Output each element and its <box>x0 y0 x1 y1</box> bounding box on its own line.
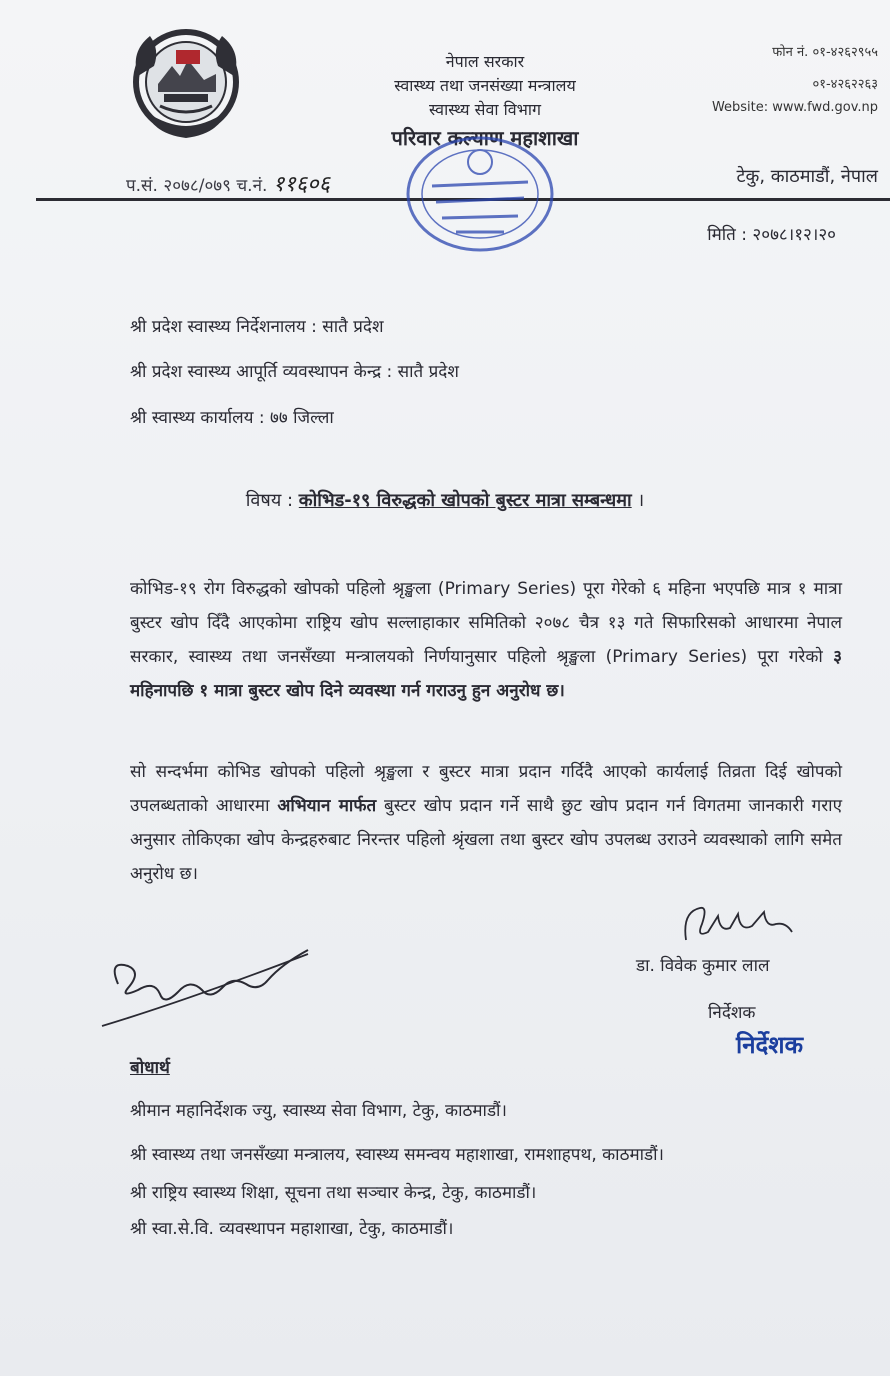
cc-item: श्री स्वा.से.वि. व्यवस्थापन महाशाखा, टेकु, काठमाडौं। <box>130 1219 454 1239</box>
phone-number-1: ०१-४२६२९५५ <box>812 45 878 60</box>
subject-end: । <box>637 490 645 511</box>
dispatch-number: ११६०६ <box>272 172 331 197</box>
subject-line <box>0 488 890 512</box>
reference-line <box>126 168 330 198</box>
cc-item: श्री स्वास्थ्य तथा जनसँख्या मन्त्रालय, स्वास्थ्य समन्वय महाशाखा, रामशाहपथ, काठमाडौं। <box>130 1145 664 1165</box>
paragraph-2-text-b: बुस्टर खोप प्रदान गर्ने साथै छुट खोप प्रदान गर्न विगतमा जानकारी गराए अनुसार तोकिएका खोप केन्द्रहरुबाट निरन्तर पहिलो श्रृंखला तथा बुस्टर खोप उपलब्ध उराउने व्यवस्थाको लागि समेत अनुरोध छ। <box>130 796 842 884</box>
signatory-name: डा. विवेक कुमार लाल <box>636 956 770 976</box>
letterhead-department: स्वास्थ्य सेवा विभाग <box>428 100 542 119</box>
phone-label: फोन नं. <box>772 45 809 60</box>
office-seal-stamp-icon <box>396 128 566 258</box>
reference-label: प.सं. २०७८/०७९ च.नं. <box>126 176 268 196</box>
cc-title: बोधार्थ <box>130 1058 170 1078</box>
phone-line-1 <box>772 42 878 60</box>
handwritten-signature-icon <box>98 944 316 1030</box>
signatory-designation: निर्देशक <box>708 1003 756 1023</box>
recipient-3: श्री स्वास्थ्य कार्यालय : ७७ जिल्ला <box>130 408 334 428</box>
designation-stamp: निर्देशक <box>736 1031 804 1059</box>
office-address: टेकु, काठमाडौं, नेपाल <box>736 166 878 187</box>
paragraph-1-emphasis: ३ महिनापछि १ मात्रा बुस्टर खोप दिने व्यवस्था गर्न गराउनु हुन अनुरोध छ। <box>130 647 842 701</box>
body-paragraph-1 <box>130 572 842 708</box>
letterhead-government: नेपाल सरकार <box>445 52 525 71</box>
subject-label: विषय : <box>245 490 294 511</box>
paragraph-1-text: कोभिड-१९ रोग विरुद्धको खोपको पहिलो श्रृङ्खला (Primary Series) पूरा गेरेको ६ महिना भएपछि मात्र १ मात्रा बुस्टर खोप दिँदै आएकोमा राष्ट्रिय खोप सल्लाहाकार समितिको २०७८ चैत्र १३ गते सिफारिसको आधारमा नेपाल सरकार, स्वास्थ्य तथा जनसँख्या मन्त्रालयको निर्णयानुसार पहिलो श्रृङ्खला (Primary Series) पूरा गरेको <box>130 579 842 667</box>
body-paragraph-2 <box>130 755 842 891</box>
paragraph-2-text-a: सो सन्दर्भमा कोभिड खोपको पहिलो श्रृङ्खला र बुस्टर मात्रा प्रदान गर्दिदै आएको कार्यलाई तिव्रता दिई खोपको उपलब्धताको आधारमा <box>130 762 842 816</box>
paragraph-2-emphasis: अभियान मार्फत <box>277 796 377 816</box>
website-line <box>712 100 878 115</box>
cc-item: श्री राष्ट्रिय स्वास्थ्य शिक्षा, सूचना तथा सञ्चार केन्द्र, टेकु, काठमाडौं। <box>130 1183 537 1203</box>
website-url: www.fwd.gov.np <box>772 100 878 115</box>
date-value: २०७८।१२।२० <box>752 225 836 245</box>
recipient-2: श्री प्रदेश स्वास्थ्य आपूर्ति व्यवस्थापन केन्द्र : सातै प्रदेश <box>130 362 459 382</box>
cc-item: श्रीमान महानिर्देशक ज्यु, स्वास्थ्य सेवा विभाग, टेकु, काठमाडौं। <box>130 1101 507 1121</box>
director-signature-icon <box>678 902 796 946</box>
website-label: Website: <box>711 100 769 115</box>
letterhead-division: परिवार कल्याण महाशाखा <box>391 126 579 150</box>
phone-number-2: ०१-४२६२२६३ <box>812 77 878 92</box>
nepal-government-emblem-icon <box>124 22 248 142</box>
subject-text: कोभिड-१९ विरुद्धको खोपको बुस्टर मात्रा सम्बन्धमा <box>298 490 632 511</box>
recipient-1: श्री प्रदेश स्वास्थ्य निर्देशनालय : सातै प्रदेश <box>130 317 384 337</box>
letterhead-ministry: स्वास्थ्य तथा जनसंख्या मन्त्रालय <box>394 76 576 95</box>
letter-date <box>707 222 836 245</box>
date-label: मिति : <box>707 225 747 245</box>
